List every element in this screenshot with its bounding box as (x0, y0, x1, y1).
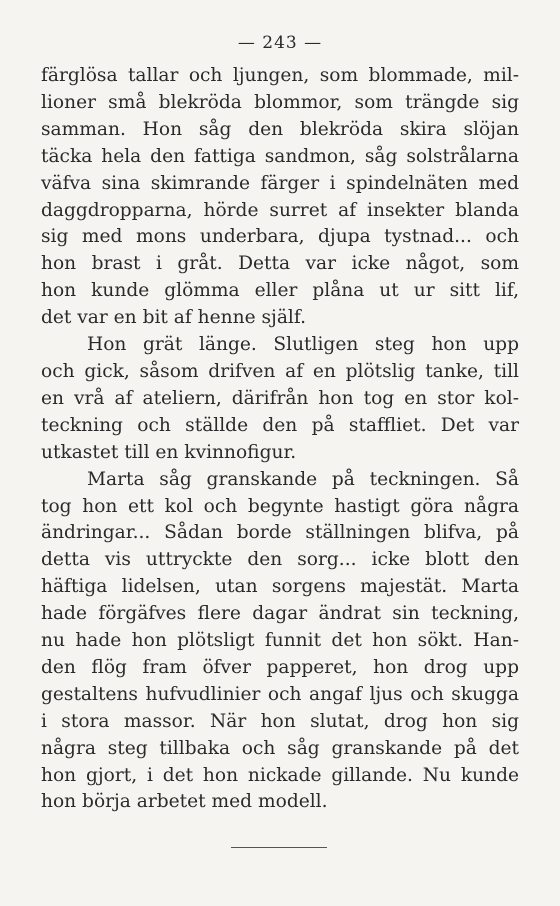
text-line: några steg tillbaka och såg granskande på det (41, 737, 519, 759)
text-line: tog hon ett kol och begynte hastigt göra några (41, 495, 519, 517)
text-line: ändringar... Sådan borde ställningen blifva, på (41, 522, 519, 544)
text-line: sig med mons underbara, djupa tystnad... och (41, 226, 519, 248)
text-line: hon brast i gråt. Detta var icke något, som (41, 253, 519, 275)
text-line: färglösa tallar och ljungen, som blommade, mil- (41, 65, 519, 86)
text-line: häftiga lidelsen, utan sorgens majestät. Marta (41, 576, 519, 598)
text-line: väfva sina skimrande färger i spindelnäten med (41, 172, 519, 194)
paragraph-start-line: Marta såg granskande på teckningen. Så (87, 468, 519, 490)
text-line: detta vis uttryckte den sorg... icke blott den (41, 549, 519, 571)
text-line: lioner små blekröda blommor, som trängde sig (41, 91, 519, 113)
text-line: samman. Hon såg den blekröda skira slöjan (41, 118, 519, 140)
text-line: och gick, såsom drifven af en plötslig tanke, till (41, 360, 519, 382)
text-line: hon börja arbetet med modell. (41, 791, 328, 813)
text-line: en vrå af ateliern, därifrån hon tog en stor kol- (41, 387, 519, 409)
text-line: hon kunde glömma eller plåna ut ur sitt lif, (41, 280, 519, 302)
text-line: nu hade hon plötsligt funnit det hon sökt. Han- (41, 630, 519, 652)
body-text (41, 63, 519, 816)
text-line: gestaltens hufvudlinier och angaf ljus och skugga (41, 683, 519, 705)
text-line: det var en bit af henne själf. (41, 307, 306, 329)
text-line: i stora massor. När hon slutat, drog hon sig (41, 710, 519, 732)
text-line: daggdropparna, hörde surret af insekter blanda (41, 199, 519, 221)
text-line: utkastet till en kvinnofigur. (41, 441, 297, 463)
text-line: hon gjort, i det hon nickade gillande. Nu kunde (41, 764, 519, 786)
paragraph-start-line: Hon grät länge. Slutligen steg hon upp (87, 334, 519, 356)
text-line: teckning och ställde den på staffliet. Det var (41, 414, 519, 436)
text-line: hade förgäfves flere dagar ändrat sin teckning, (41, 603, 519, 625)
text-line: den flög fram öfver papperet, hon drog upp (41, 656, 519, 678)
text-line: täcka hela den fattiga sandmon, såg solstrålarna (41, 145, 519, 167)
section-end-rule (231, 847, 327, 848)
page-number: — 243 — (237, 33, 323, 53)
